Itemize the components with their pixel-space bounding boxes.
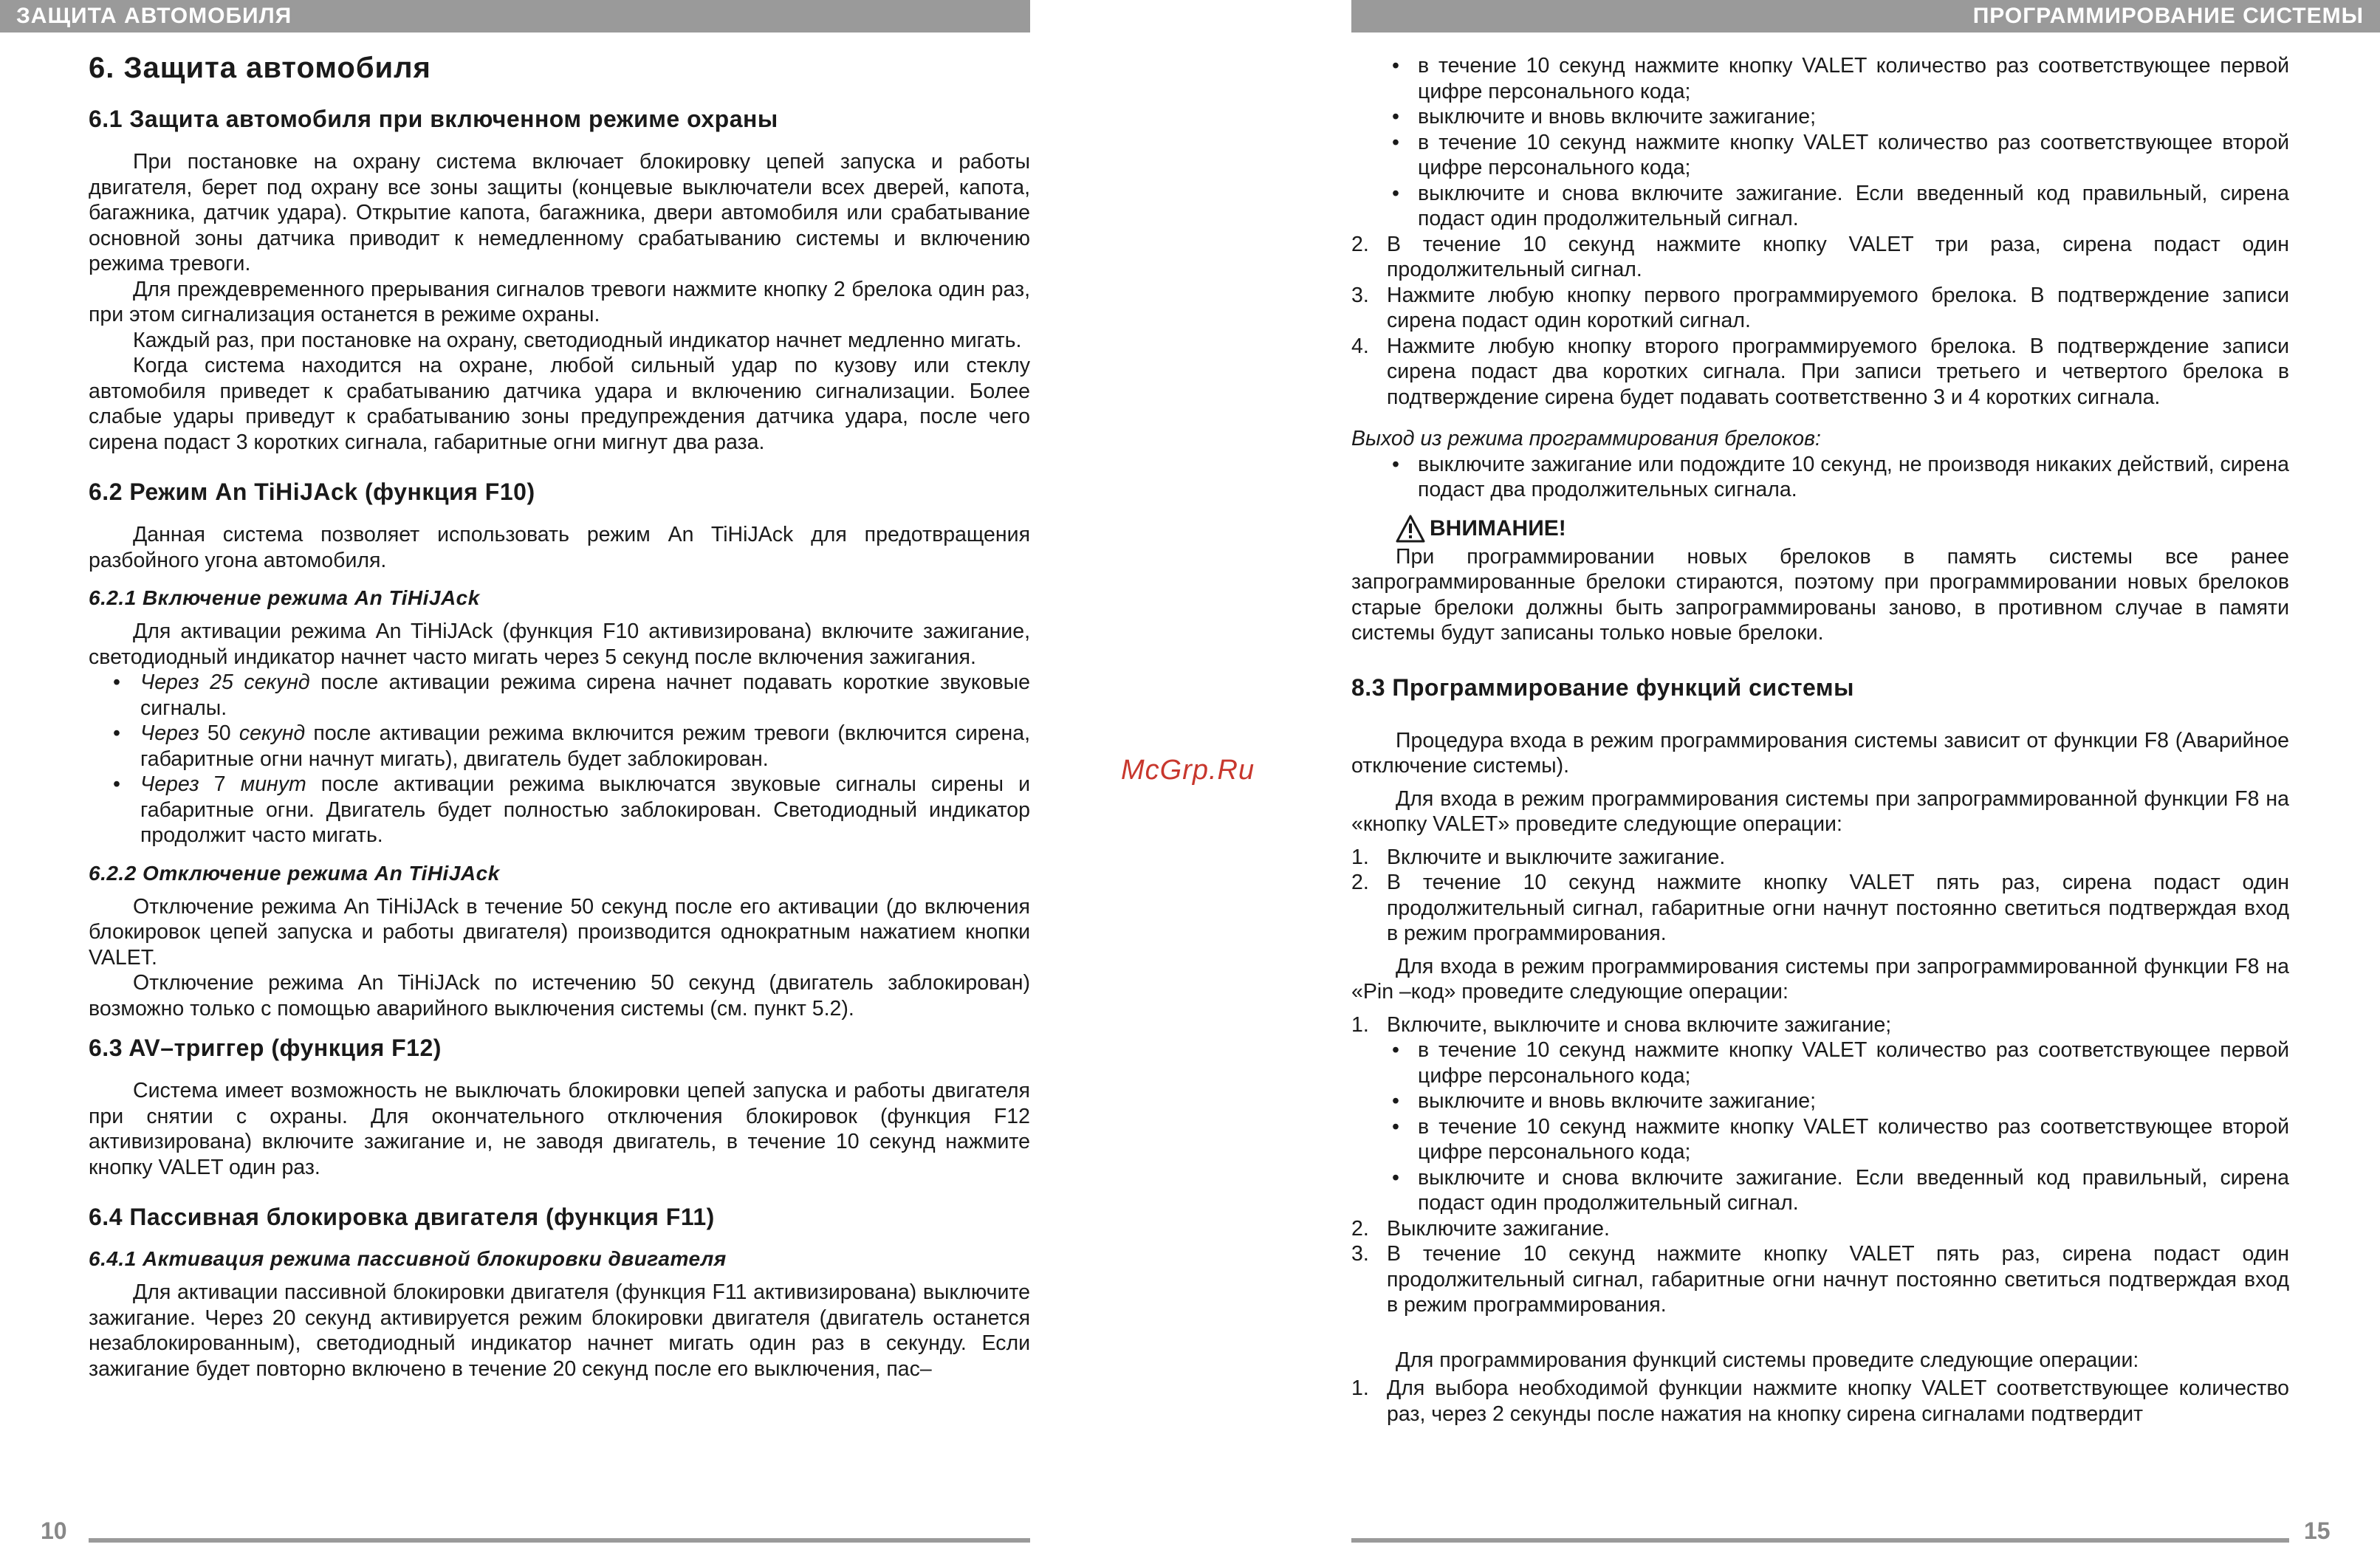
step-number: 1. [1351,1012,1369,1037]
step-number: 2. [1351,1216,1369,1241]
anti-hijack-bullet-list [70,670,1030,848]
section-6-2-heading: 6.2 Режим An TiHiJAck (функция F10) [89,478,535,505]
list-item [70,670,1030,721]
step-number: 4. [1351,334,1369,358]
subsection-6-4-1-heading: 6.4.1 Активация режима пассивной блокировки двигателя [89,1247,727,1270]
list-item: • выключите и снова включите зажигание. Если введенный код правильный, сирена подаст один продолжительный сигнал. [1348,181,2289,232]
paragraph: Для входа в режим программирования системы при запрограммированной функции F8 на «Pin –код» проведите следующие операции: [1351,954,2289,1004]
paragraph: Для активации пассивной блокировки двигателя (функция F11 активизирована) выключите зажигание. Через 20 секунд активируется режим блокировки двигателя (двигатель останется незаблокированным), светодиодный индикатор начнет мигать один раз в секунду. Если зажигание будет повторно включено в течение 20 секунд после его выключения, пас– [89,1280,1030,1381]
paragraph: Система имеет возможность не выключать блокировки цепей запуска и работы двигателя при снятии с охраны. Для окончательного отключения блокировок (функция F12 активизирована) включите зажигание и, не заводя двигатель, в течение 10 секунд нажмите кнопку VALET один раз. [89,1079,1030,1179]
section-6-3-heading: 6.3 AV–триггер (функция F12) [89,1035,442,1061]
list-item [70,772,1030,848]
section-8-3-heading: 8.3 Программирование функций системы [1351,673,1854,701]
list-item [1351,232,2289,283]
paragraph: Для программирования функций системы проведите следующие операции: [1396,1348,2139,1372]
paragraph: Данная система позволяет использовать режим An TiHiJAck для предотвращения разбойного угона автомобиля. [89,523,1030,572]
step-text: Включите, выключите и снова включите зажигание; [1387,1012,1892,1037]
left-content [89,52,1030,1382]
paragraph: Когда система находится на охране, любой сильный удар по кузову или стеклу автомобиля приведет к срабатыванию датчика удара и включению сигнализации. Более слабые удары приведут к срабатыванию зоны предупреждения датчика удара, после чего сирена подаст 3 коротких сигнала, габаритные огни мигнут два раза. [89,354,1030,454]
paragraph: Для входа в режим программирования системы при запрограммированной функции F8 на «кнопку VALET» проведите следующие операции: [1351,786,2289,836]
step-number: 1. [1351,1376,1369,1400]
list-item: • в течение 10 секунд нажмите кнопку VALET количество раз соответствующее второй цифре персонального кода; [1348,130,2289,181]
paragraph: При постановке на охрану система включает блокировку цепей запуска и работы двигателя, берет под охрану все зоны защиты (концевые выключатели всех дверей, капота, багажника, датчик удара). Открытие капота, багажника, двери автомобиля или срабатывание основной зоны датчика приводит к немедленному срабатыванию системы и включению режима тревоги. [89,150,1030,275]
section-6-1-heading: 6.1 Защита автомобиля при включенном режиме охраны [89,106,778,132]
pin-code-bullet-list [1348,53,2289,232]
step-text: Для выбора необходимой функции нажмите кнопку VALET соответствующее количество раз, через 2 секунды после нажатия на кнопку сирена сигналами подтвердит [1387,1376,2289,1426]
list-text: после активации режима сирена начнет подавать короткие звуковые сигналы. [140,670,1030,720]
paragraph: Для преждевременного прерывания сигналов тревоги нажмите кнопку 2 брелока один раз, при этом сигнализация останется в режиме охраны. [89,277,1030,326]
step-number: 3. [1351,283,1369,307]
exit-bullet-list [1348,452,2289,503]
paragraph: Процедура входа в режим программирования системы зависит от функции F8 (Аварийное отключение системы). [1351,728,2289,778]
pin-entry-bullets [1348,1037,2289,1216]
warning-text: При программировании новых брелоков в память системы все ранее запрограммированные брелоки стираются, поэтому при программировании новых брелоков старые брелоки должны быть запрограммированы заново, в противном случае в памяти системы будут записаны только новые брелоки. [1351,544,2289,645]
subsection-6-2-1-heading: 6.2.1 Включение режима An TiHiJAck [89,586,480,609]
footer-line [1351,1538,2289,1543]
list-item [1351,283,2289,334]
valet-entry-steps [1351,845,2289,947]
watermark: McGrp.Ru [1121,755,1255,786]
page-number: 10 [41,1517,67,1544]
exit-title: Выход из режима программирования брелоков: [1351,427,1821,450]
list-item: • в течение 10 секунд нажмите кнопку VALET количество раз соответствующее первой цифре персонального кода; [1348,53,2289,104]
page-number: 15 [2304,1517,2331,1544]
list-item [1351,845,2289,871]
step-text: В течение 10 секунд нажмите кнопку VALET пять раз, сирена подаст один продолжительный сигнал, габаритные огни начнут постоянно светиться подтверждая вход в режим программирования. [1387,1242,2289,1317]
list-item [1351,1012,2289,1038]
left-header: ЗАЩИТА АВТОМОБИЛЯ [0,0,1030,32]
list-item: • выключите и вновь включите зажигание; [1348,1088,2289,1114]
right-page [1351,0,2380,1547]
step-text: В течение 10 секунд нажмите кнопку VALET пять раз, сирена подаст один продолжительный сигнал, габаритные огни начнут постоянно светиться подтверждая вход в режим программирования. [1387,871,2289,945]
italic-lead: Через 25 секунд [140,670,310,694]
warning-block [1396,515,2289,543]
list-text: после активации режима выключатся звуковые сигналы сирены и габаритные огни. Двигатель будет полностью заблокирован. Светодиодный индикатор продолжит часто мигать. [140,772,1031,847]
pin-entry-steps-cont [1351,1216,2289,1318]
list-text: после активации режима включится режим тревоги (включится сирена, габаритные огни начнут мигать), двигатель будет заблокирован. [140,721,1030,771]
list-item: • в течение 10 секунд нажмите кнопку VALET количество раз соответствующее второй цифре персонального кода; [1348,1114,2289,1165]
list-item [1351,870,2289,947]
subsection-6-2-2-heading: 6.2.2 Отключение режима An TiHiJAck [89,861,500,885]
list-mid: 7 [199,772,241,796]
step-text: В течение 10 секунд нажмите кнопку VALET три раза, сирена подаст один продолжительный сигнал. [1387,232,2289,281]
footer-line [89,1538,1030,1543]
step-number: 2. [1351,232,1369,256]
step-number: 3. [1351,1242,1369,1266]
section-6-4-heading: 6.4 Пассивная блокировка двигателя (функция F11) [89,1204,715,1230]
list-item: • в течение 10 секунд нажмите кнопку VALET количество раз соответствующее первой цифре персонального кода; [1348,1037,2289,1088]
list-item: • выключите и снова включите зажигание. Если введенный код правильный, сирена подаст один продолжительный сигнал. [1348,1165,2289,1216]
step-number: 1. [1351,845,1369,869]
step-number: 2. [1351,871,1369,894]
pin-entry-steps [1351,1012,2289,1038]
warning-title: ВНИМАНИЕ! [1430,515,1566,541]
left-page [0,0,1034,1547]
list-mid: 50 [199,721,239,745]
paragraph: Для активации режима An TiHiJAck (функция F10 активизирована) включите зажигание, светодиодный индикатор начнет часто мигать через 5 секунд после включения зажигания. [89,620,1030,669]
page-title: 6. Защита автомобиля [89,52,431,84]
step-text: Включите и выключите зажигание. [1387,845,1726,869]
right-header: ПРОГРАММИРОВАНИЕ СИСТЕМЫ [1351,0,2380,32]
italic-lead: Через [140,772,199,796]
list-item [1351,334,2289,411]
list-item: • выключите зажигание или подождите 10 секунд, не производя никаких действий, сирена подаст два продолжительных сигнала. [1348,452,2289,503]
remote-steps-list [1351,232,2289,411]
right-content [1351,53,2289,1427]
step-text: Выключите зажигание. [1387,1216,1610,1241]
italic-lead: Через [140,721,199,745]
italic-lead: секунд [239,721,306,745]
warning-icon [1396,515,1425,543]
list-item: • выключите и вновь включите зажигание; [1348,104,2289,130]
paragraph: Отключение режима An TiHiJAck по истечению 50 секунд (двигатель заблокирован) возможно только с помощью аварийного выключения системы (см. пункт 5.2). [89,971,1030,1021]
paragraph: Отключение режима An TiHiJAck в течение 50 секунд после его активации (до включения блокировок цепей запуска и работы двигателя) производится однократным нажатием кнопки VALET. [89,894,1030,970]
italic-lead: минут [240,772,306,796]
list-item [70,721,1030,772]
function-steps [1351,1376,2289,1427]
list-item [1351,1216,2289,1242]
step-text: Нажмите любую кнопку второго программируемого брелока. В подтверждение записи сирена подаст два коротких сигнала. При записи третьего и четвертого брелока в подтверждение сирена будет подавать соответственно 3 и 4 коротких сигнала. [1387,334,2289,409]
step-text: Нажмите любую кнопку первого программируемого брелока. В подтверждение записи сирена подаст один короткий сигнал. [1387,283,2289,332]
paragraph: Каждый раз, при постановке на охрану, светодиодный индикатор начнет медленно мигать. [133,328,1022,352]
list-item [1351,1376,2289,1427]
list-item [1351,1241,2289,1318]
